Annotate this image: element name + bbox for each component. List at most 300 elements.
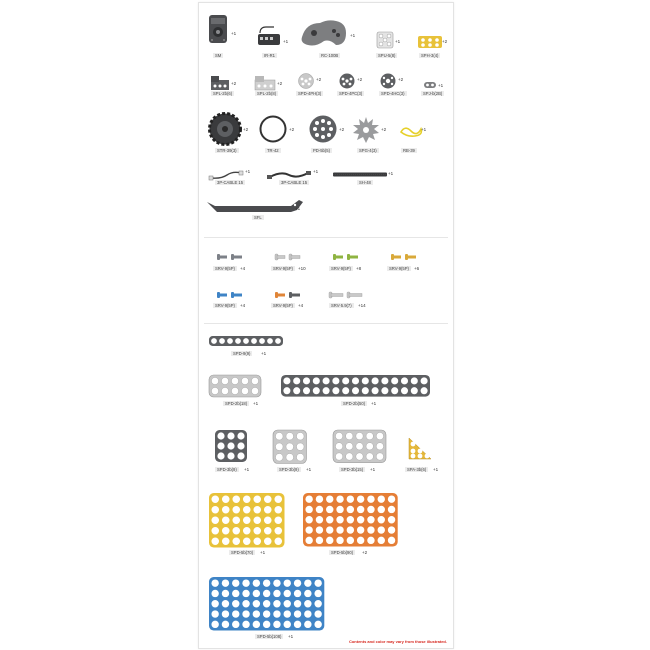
plate-hole [305, 537, 312, 544]
qty-spd1: +2 [316, 77, 322, 82]
label-plate: SPD-9(9) [233, 351, 251, 356]
section-divider [204, 237, 448, 238]
label-rivet: SRV-9(5P) [215, 303, 235, 308]
round-plate-icon [380, 73, 396, 89]
label-plate: SPD-3b(9) [217, 467, 237, 472]
plate-hole [273, 600, 280, 607]
plate-hole [388, 495, 395, 502]
plate-9-hole [209, 336, 283, 346]
plate-hole [367, 516, 374, 523]
plate-hole [211, 387, 218, 394]
plate-hole [211, 621, 218, 628]
plate-hole [381, 387, 388, 394]
plate-hole [237, 432, 244, 439]
label-spd2: SPD-4PC(3) [339, 91, 363, 96]
qty-rivet: +4 [240, 266, 246, 271]
plate-3x5 [333, 430, 387, 462]
plate-hole [222, 537, 230, 545]
plate-hole [263, 610, 270, 617]
plate-hole [211, 610, 218, 617]
section-divider [204, 323, 448, 324]
qty-oring: +2 [289, 127, 295, 132]
long-frame-icon [207, 200, 303, 214]
plate-hole [217, 452, 224, 459]
label-plate: SPD-5b(108) [257, 634, 282, 639]
plate-hole [347, 526, 354, 533]
plate-hole [323, 387, 330, 394]
plate-hole [332, 387, 339, 394]
plate-hole [227, 338, 233, 344]
plate-hole [222, 495, 230, 503]
plate-hole [347, 516, 354, 523]
label-plate: SPA-3b(6) [407, 467, 427, 472]
label-spd3: SPD-4HC(3) [381, 91, 405, 96]
qty-spu: +1 [395, 39, 401, 44]
tire-icon [209, 113, 241, 145]
plate-hole [366, 453, 373, 460]
plate-hole [336, 526, 343, 533]
plate-hole [362, 377, 369, 384]
plate-hole [352, 377, 359, 384]
plate-hole [346, 453, 353, 460]
plate-hole [336, 516, 343, 523]
plate-hole [367, 537, 374, 544]
plate-hole [241, 387, 248, 394]
plate-hole [231, 377, 238, 384]
plate-hole [316, 506, 323, 513]
plate-hole [243, 527, 251, 535]
plate-hole [303, 377, 310, 384]
plate-hole [237, 452, 244, 459]
plate-hole [211, 600, 218, 607]
plate-hole [352, 387, 359, 394]
plate-hole [378, 506, 385, 513]
plate-hole [411, 449, 416, 454]
plate-hole [232, 495, 240, 503]
qty-rivet: +8 [356, 266, 362, 271]
plate-hole [242, 590, 249, 597]
rivet-pair-icon [333, 253, 359, 261]
qty-spj: +1 [438, 83, 444, 88]
plate-hole [243, 506, 251, 514]
plate-hole [367, 526, 374, 533]
plate-hole [243, 516, 251, 524]
plate-hole [418, 454, 423, 459]
plate-hole [296, 432, 304, 440]
label-wheel: PD-5b(5) [313, 148, 330, 153]
plate-hole [305, 495, 312, 502]
plate-hole [263, 590, 270, 597]
plate-hole [227, 452, 234, 459]
yellow-plate-icon [418, 35, 442, 49]
plate-hole [242, 600, 249, 607]
plate-hole [242, 621, 249, 628]
plate-hole [273, 579, 280, 586]
plate-hole [425, 454, 430, 459]
label-ir: IR-R1 [264, 53, 275, 58]
plate-hole [232, 621, 239, 628]
servo-motor-icon [207, 15, 229, 45]
plate-hole [388, 537, 395, 544]
plate-hole [378, 537, 385, 544]
plate-hole [421, 377, 428, 384]
plate-hole [411, 454, 416, 459]
plate-hole [356, 443, 363, 450]
rubber-band-icon [399, 125, 423, 139]
label-rivet: SRV-9(5P) [273, 303, 293, 308]
plate-hole [222, 516, 230, 524]
plate-hole [296, 443, 304, 451]
plate-hole [253, 527, 261, 535]
plate-hole [305, 516, 312, 523]
plate-hole [222, 579, 229, 586]
plate-hole [232, 527, 240, 535]
plate-hole [222, 527, 230, 535]
plate-hole [388, 526, 395, 533]
plate-hole [314, 590, 321, 597]
plate-hole [411, 377, 418, 384]
plate-hole [372, 377, 379, 384]
plate-hole [294, 579, 301, 586]
plate-hole [313, 387, 320, 394]
plate-2x15 [281, 375, 431, 397]
plate-hole [242, 610, 249, 617]
label-spd1: SPD-4PH(3) [298, 91, 322, 96]
qty-cable2: +1 [313, 169, 319, 174]
plate-hole [251, 338, 257, 344]
label-sm: SM [215, 53, 222, 58]
plate-hole [253, 506, 261, 514]
label-sfl: SFL [254, 215, 262, 220]
label-spu: SPU-5(8) [378, 53, 396, 58]
plate-hole [314, 621, 321, 628]
plate-hole [222, 590, 229, 597]
plate-hole [294, 600, 301, 607]
plate-5x11 [209, 577, 325, 629]
plate-hole [323, 377, 330, 384]
label-band: RB-39 [403, 148, 415, 153]
plate-hole [378, 516, 385, 523]
plate-hole [211, 579, 218, 586]
qty-rivet: +14 [358, 303, 366, 308]
plate-hole [357, 506, 364, 513]
plate-hole [284, 600, 291, 607]
label-rivet: SRV-9(5P) [215, 266, 235, 271]
label-plate: SPD-2b(18) [225, 401, 248, 406]
label-cable2: 3P-CABLE 15 [281, 180, 308, 185]
plate-hole [336, 495, 343, 502]
triangle-plate [407, 436, 433, 460]
plate-3x3 [273, 430, 309, 462]
disclaimer-note: Contents and color may vary from those illustrated. [348, 639, 447, 644]
plate-hole [283, 387, 290, 394]
plate-hole [418, 449, 423, 454]
qty-plate: +1 [288, 634, 294, 639]
plate-hole [332, 377, 339, 384]
plate-hole [222, 506, 230, 514]
plate-hole [347, 506, 354, 513]
qty-band: +1 [421, 127, 427, 132]
plate-hole [274, 537, 282, 545]
ir-sensor-icon [256, 25, 282, 49]
plate-hole [264, 506, 272, 514]
qty-rivet: +6 [414, 266, 420, 271]
plate-hole [347, 537, 354, 544]
plate-hole [391, 387, 398, 394]
o-ring-icon [259, 115, 287, 143]
label-plate: SPD-3b(9) [279, 467, 299, 472]
plate-hole [357, 526, 364, 533]
qty-spd2: +2 [357, 77, 363, 82]
label-rivet: SRV-9(5P) [389, 266, 409, 271]
plate-hole [232, 600, 239, 607]
label-tire: STR-39(3) [217, 148, 237, 153]
plate-hole [251, 387, 258, 394]
plate-hole [211, 377, 218, 384]
plate-hole [231, 387, 238, 394]
plate-hole [335, 443, 342, 450]
qty-ir: +1 [283, 39, 289, 44]
plate-hole [294, 590, 301, 597]
plate-hole [273, 590, 280, 597]
plate-hole [376, 453, 383, 460]
plate-hole [273, 621, 280, 628]
plate-hole [366, 443, 373, 450]
plate-hole [211, 506, 219, 514]
plate-hole [421, 387, 428, 394]
plate-hole [283, 377, 290, 384]
plate-hole [336, 506, 343, 513]
qty-plate: +1 [370, 467, 376, 472]
qty-spl2: +2 [277, 81, 283, 86]
qty-cable1: +1 [245, 169, 251, 174]
plate-hole [219, 338, 225, 344]
bracket-icon [211, 76, 229, 90]
label-rivet: SRV-9(5P) [331, 266, 351, 271]
plate-hole [243, 338, 249, 344]
rivet-pair-icon [217, 253, 243, 261]
round-plate-icon [298, 73, 314, 89]
qty-sph: +2 [442, 39, 448, 44]
qty-wheel: +2 [339, 127, 345, 132]
rivet-pair-icon [275, 253, 301, 261]
plate-hole [253, 600, 260, 607]
qty-spd3: +2 [398, 77, 404, 82]
plate-hole [294, 621, 301, 628]
plate-hole [316, 516, 323, 523]
rivet-pair-icon [217, 291, 243, 299]
bracket-icon [255, 76, 275, 90]
plate-hole [253, 610, 260, 617]
plate-hole [316, 526, 323, 533]
label-plate: SPD-5b(90) [331, 550, 354, 555]
joint-icon [424, 81, 436, 89]
plate-hole [284, 579, 291, 586]
plate-hole [305, 506, 312, 513]
plate-hole [211, 495, 219, 503]
qty-gear: +2 [381, 127, 387, 132]
plate-hole [293, 377, 300, 384]
plate-2x5 [209, 375, 264, 397]
plate-hole [367, 506, 374, 513]
plate-hole [346, 443, 353, 450]
plate-hole [241, 377, 248, 384]
qty-plate: +1 [260, 550, 266, 555]
plate-hole [313, 377, 320, 384]
plate-hole [253, 516, 261, 524]
plate-hole [366, 432, 373, 439]
plate-hole [372, 387, 379, 394]
plate-hole [267, 338, 273, 344]
plate-hole [274, 506, 282, 514]
rivet-pair-icon [391, 253, 417, 261]
plate-hole [401, 377, 408, 384]
gear-icon [353, 117, 379, 143]
plate-5x7 [209, 493, 285, 545]
plate-hole [275, 338, 281, 344]
plate-hole [221, 377, 228, 384]
plate-hole [222, 610, 229, 617]
plate-hole [376, 443, 383, 450]
plate-hole [356, 453, 363, 460]
plate-hole [264, 537, 272, 545]
label-spj: SPJ-b(2B) [423, 91, 443, 96]
plate-hole [253, 579, 260, 586]
plate-hole [336, 537, 343, 544]
label-plate: SPD-5b(70) [231, 550, 254, 555]
label-shaft: SH-48 [359, 180, 371, 185]
plate-hole [335, 432, 342, 439]
label-plate: SPD-3b(15) [341, 467, 364, 472]
label-sph: SPH-3(4) [421, 53, 439, 58]
label-gear: SPG-4(3) [359, 148, 377, 153]
plate-hole [211, 537, 219, 545]
plate-hole [286, 432, 294, 440]
plate-hole [411, 387, 418, 394]
plate-hole [326, 516, 333, 523]
plate-hole [253, 590, 260, 597]
parts-list-sheet [198, 2, 454, 649]
plate-hole [346, 432, 353, 439]
plate-hole [242, 579, 249, 586]
plate-hole [222, 621, 229, 628]
plate-hole [284, 610, 291, 617]
plate-hole [356, 432, 363, 439]
plate-hole [316, 537, 323, 544]
plate-hole [221, 387, 228, 394]
plate-hole [326, 526, 333, 533]
plate-hole [293, 387, 300, 394]
plate-hole [367, 495, 374, 502]
plate-hole [243, 495, 251, 503]
label-cable1: 3P-CABLE 15 [217, 180, 244, 185]
qty-sfl: +1 [295, 206, 301, 211]
plate-hole [294, 610, 301, 617]
plate-hole [304, 590, 311, 597]
label-rivet: SRV-5.9(7) [331, 303, 352, 308]
plate-hole [232, 590, 239, 597]
plate-hole [357, 516, 364, 523]
plate-hole [388, 506, 395, 513]
qty-plate: +1 [244, 467, 250, 472]
qty-shaft: +1 [388, 171, 394, 176]
plate-hole [253, 621, 260, 628]
plate-hole [232, 610, 239, 617]
plate-hole [237, 442, 244, 449]
plate-hole [251, 377, 258, 384]
plate-hole [264, 495, 272, 503]
plate-hole [326, 495, 333, 502]
plate-hole [362, 387, 369, 394]
plate-hole [232, 537, 240, 545]
qty-plate: +1 [371, 401, 377, 406]
round-plate-icon [339, 73, 355, 89]
label-rivet: SRV-9(5P) [273, 266, 293, 271]
wheel-icon [309, 115, 337, 143]
plate-hole [326, 537, 333, 544]
plate-hole [381, 377, 388, 384]
plate-hole [211, 527, 219, 535]
plate-hole [326, 506, 333, 513]
plate-hole [401, 387, 408, 394]
plate-hole [274, 527, 282, 535]
plate-hole [253, 495, 261, 503]
plate-hole [263, 621, 270, 628]
plate-hole [217, 432, 224, 439]
plate-hole [243, 537, 251, 545]
plate-hole [314, 600, 321, 607]
plate-hole [304, 610, 311, 617]
connector-plate-icon [376, 31, 394, 49]
plate-hole [284, 621, 291, 628]
plate-hole [376, 432, 383, 439]
plate-hole [284, 590, 291, 597]
qty-rivet: +4 [240, 303, 246, 308]
qty-plate: +1 [261, 351, 267, 356]
qty-plate: +1 [433, 467, 439, 472]
plate-hole [304, 579, 311, 586]
plate-hole [222, 600, 229, 607]
plate-hole [259, 338, 265, 344]
plate-hole [314, 610, 321, 617]
plate-hole [217, 442, 224, 449]
qty-rivet: +4 [298, 303, 304, 308]
label-spl1: SPL-2b(6) [213, 91, 233, 96]
plate-hole [264, 527, 272, 535]
plate-hole [357, 537, 364, 544]
label-spl2: SPL-2b(8) [257, 91, 277, 96]
plate-hole [378, 495, 385, 502]
plate-hole [391, 377, 398, 384]
plate-hole [227, 442, 234, 449]
plate-hole [274, 495, 282, 503]
plate-hole [273, 610, 280, 617]
plate-hole [227, 432, 234, 439]
qty-rc: +1 [350, 33, 356, 38]
plate-hole [232, 516, 240, 524]
qty-spl1: +2 [231, 81, 237, 86]
plate-hole [232, 579, 239, 586]
label-plate: SPD-2b(50) [343, 401, 366, 406]
plate-hole [274, 516, 282, 524]
plate-hole [264, 516, 272, 524]
shaft-icon [333, 172, 387, 177]
plate-hole [342, 377, 349, 384]
plate-hole [211, 590, 218, 597]
qty-tire: +2 [243, 127, 249, 132]
plate-hole [286, 453, 294, 461]
plate-hole [378, 526, 385, 533]
